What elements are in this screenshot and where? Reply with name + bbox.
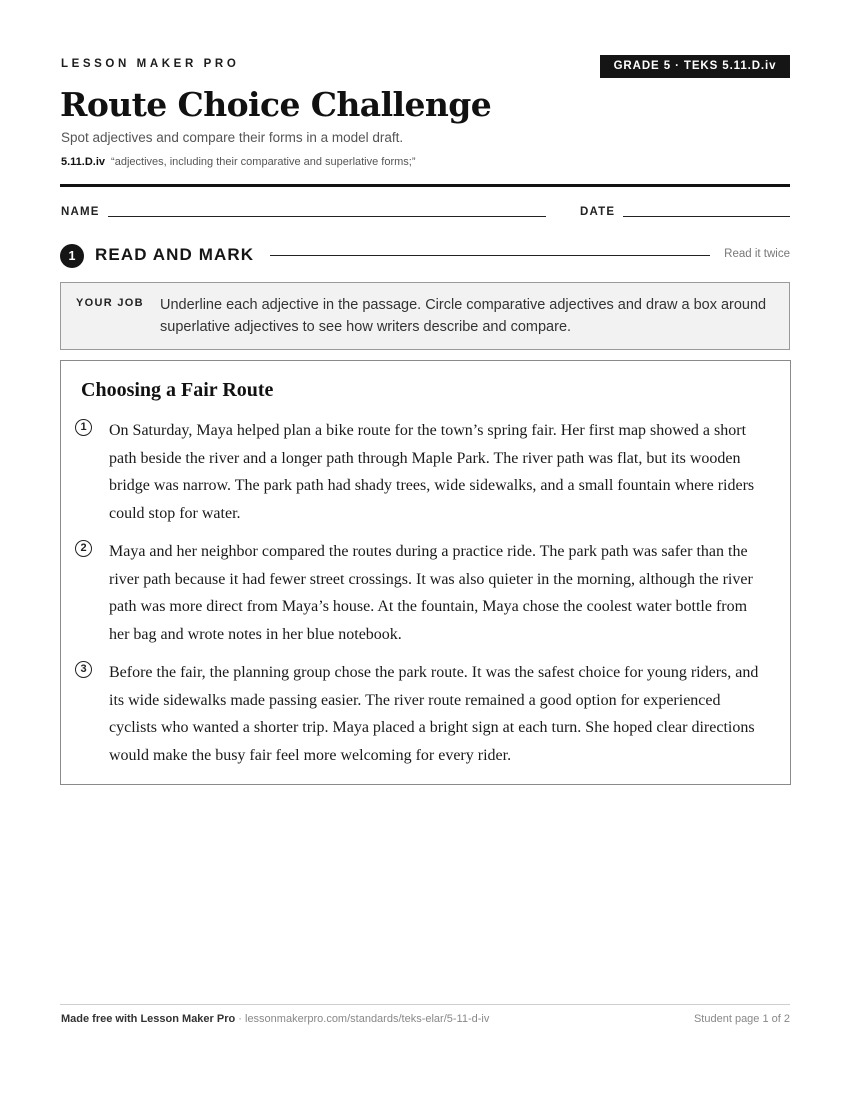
standard-code: 5.11.D.iv (61, 156, 106, 168)
standard-text: “adjectives, including their comparative and superlative forms;” (111, 156, 416, 168)
page-subtitle: Spot adjectives and compare their forms in a model draft. (61, 130, 404, 145)
paragraph-number: 2 (75, 540, 92, 557)
footer-separator: · (235, 1013, 245, 1025)
section-title: READ AND MARK (95, 245, 255, 264)
paragraph-number: 1 (75, 419, 92, 436)
standard-line (61, 156, 416, 168)
passage-box (60, 360, 791, 785)
date-field[interactable] (623, 216, 790, 217)
grade-badge: GRADE 5 · TEKS 5.11.D.iv (600, 55, 790, 78)
instructions-label: YOUR JOB (76, 297, 144, 309)
section-note: Read it twice (724, 248, 790, 260)
date-label: DATE (580, 206, 616, 218)
paragraph-number: 3 (75, 661, 92, 678)
paragraph-text: On Saturday, Maya helped plan a bike route for the town’s spring fair. Her first map showed a short path beside the river and a longer path through Maple Park. The river path was flat, but its wooden bridge was narrow. The park path had shady trees, wide sidewalks, and a small fountain where riders could stop for water. (109, 422, 755, 522)
footer-made-with: Made free with Lesson Maker Pro (61, 1013, 236, 1025)
footer-divider (60, 1004, 790, 1005)
section-number-badge: 1 (60, 244, 84, 268)
paragraph-text: Before the fair, the planning group chose the park route. It was the safest choice for young riders, and its wide sidewalks made passing easier. The river route remained a good option for experienced cyclists who wanted a shorter trip. Maya placed a bright sign at each turn. She hoped clear directions would make the busy fair feel more welcoming for every rider. (109, 664, 759, 764)
name-field[interactable] (108, 216, 546, 217)
name-label: NAME (61, 206, 100, 218)
instructions-box (60, 282, 790, 350)
footer-page-number: Student page 1 of 2 (693, 1013, 790, 1025)
footer-credit (61, 1013, 489, 1025)
page-title: Route Choice Challenge (60, 85, 492, 124)
paragraph-text: Maya and her neighbor compared the routes during a practice ride. The park path was safer than the river path because it had fewer street crossings. It was also quieter in the morning, although the river path was more direct from Maya’s house. At the fountain, Maya chose the coolest water bottle from her bag and wrote notes in her blue notebook. (109, 543, 753, 643)
section-divider (270, 255, 710, 256)
footer-url[interactable]: lessonmakerpro.com/standards/teks-elar/5-11-d-iv (245, 1013, 490, 1025)
brand-name: LESSON MAKER PRO (61, 58, 240, 70)
instructions-text: Underline each adjective in the passage. Circle comparative adjectives and draw a box around superlative adjectives to see how writers describe and compare. (160, 297, 767, 335)
header-divider (60, 184, 790, 187)
passage-title: Choosing a Fair Route (81, 379, 274, 401)
